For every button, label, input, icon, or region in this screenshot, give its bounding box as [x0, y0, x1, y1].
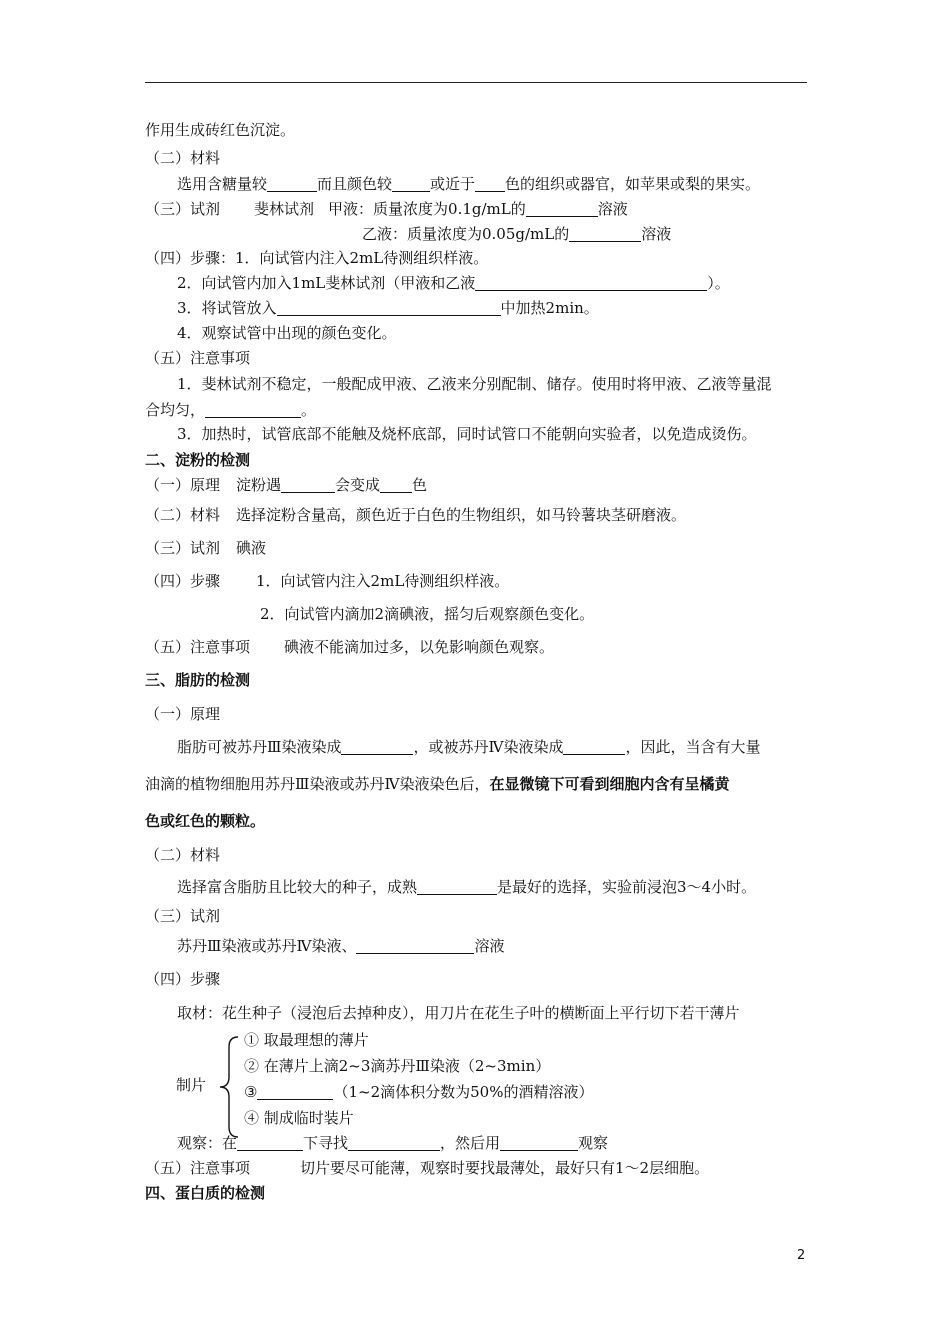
subheading-steps: （四）步骤	[145, 970, 221, 988]
text-line: 2．向试管内滴加2滴碘液，摇匀后观察颜色变化。	[260, 605, 595, 623]
subheading-reagents: （三）试剂	[145, 907, 221, 925]
step-item: ① 取最理想的薄片	[244, 1031, 369, 1049]
text-line: （五）注意事项 切片要尽可能薄，观察时要找最薄处，最好只有1～2层细胞。	[145, 1159, 710, 1177]
fill-blank[interactable]	[281, 477, 335, 493]
section-heading-fat: 三、脂肪的检测	[145, 671, 251, 689]
curly-brace	[212, 1035, 240, 1139]
page-number: 2	[797, 1248, 806, 1263]
fill-blank[interactable]	[417, 879, 497, 895]
subheading-principle: （一）原理	[145, 705, 221, 723]
subheading-materials: （二）材料	[145, 149, 221, 167]
text-line: （四）步骤 1．向试管内注入2mL待测组织样液。	[145, 572, 510, 590]
text-line: 选用含糖量较 而且颜色较 或近于 色的组织或器官，如苹果或梨的果实。	[177, 175, 761, 193]
text-line: 4．观察试管中出现的颜色变化。	[177, 324, 397, 342]
subheading-materials: （二）材料	[145, 846, 221, 864]
fill-blank[interactable]	[563, 739, 625, 755]
text-line: （二）材料 选择淀粉含量高，颜色近于白色的生物组织，如马铃薯块茎研磨液。	[145, 506, 687, 524]
fill-blank[interactable]	[475, 176, 505, 192]
fill-blank[interactable]	[569, 226, 641, 242]
step-item: ③ （1~2滴体积分数为50%的酒精溶液）	[244, 1083, 594, 1101]
text-line: 油滴的植物细胞用苏丹Ⅲ染液或苏丹Ⅳ染液染色后，在显微镜下可看到细胞内含有呈橘黄	[145, 775, 730, 793]
fill-blank[interactable]	[380, 477, 412, 493]
text-line: 作用生成砖红色沉淀。	[145, 121, 296, 139]
section-heading-starch: 二、淀粉的检测	[145, 451, 251, 469]
text-line: （四）步骤：1．向试管内注入2mL待测组织样液。	[145, 249, 489, 267]
fill-blank[interactable]	[205, 402, 301, 418]
text-line: 观察：在 下寻找 ，然后用 观察	[177, 1134, 609, 1152]
header-rule	[145, 82, 807, 83]
text-line: 脂肪可被苏丹Ⅲ染液染成 ，或被苏丹Ⅳ染液染成 ，因此，当含有大量	[177, 738, 761, 756]
fill-blank[interactable]	[257, 1084, 333, 1100]
text-line: 合均匀， 。	[145, 401, 317, 419]
fill-blank[interactable]	[392, 176, 430, 192]
fill-blank[interactable]	[356, 938, 474, 954]
text-line: 2．向试管内加入1mL斐林试剂（甲液和乙液 ）。	[177, 274, 730, 292]
text-line: （五）注意事项 碘液不能滴加过多，以免影响颜色观察。	[145, 638, 555, 656]
fill-blank[interactable]	[237, 1135, 303, 1151]
text-line: 选择富含脂肪且比较大的种子，成熟 是最好的选择，实验前浸泡3～4小时。	[177, 878, 757, 896]
text-line: （三）试剂 斐林试剂 甲液：质量浓度为0.1g/mL的 溶液	[145, 200, 628, 218]
slide-prep-label: 制片	[176, 1076, 207, 1094]
subheading-notes: （五）注意事项	[145, 349, 251, 367]
text-line: （一）原理 淀粉遇 会变成 色	[145, 476, 428, 494]
fill-blank[interactable]	[277, 300, 501, 316]
fill-blank[interactable]	[500, 1135, 578, 1151]
text-line: 3．加热时，试管底部不能触及烧杯底部，同时试管口不能朝向实验者，以免造成烫伤。	[177, 425, 757, 443]
fill-blank[interactable]	[475, 275, 707, 291]
step-item: ④ 制成临时装片	[244, 1109, 354, 1127]
text-line: 苏丹Ⅲ染液或苏丹Ⅳ染液、 溶液	[177, 937, 505, 955]
text-line: 3．将试管放入 中加热2min。	[177, 299, 599, 317]
text-line: （三）试剂 碘液	[145, 539, 267, 557]
text-line: 1．斐林试剂不稳定，一般配成甲液、乙液来分别配制、储存。使用时将甲液、乙液等量混	[177, 375, 772, 393]
text-line: 乙液：质量浓度为0.05g/mL的 溶液	[362, 225, 672, 243]
step-item: ② 在薄片上滴2~3滴苏丹Ⅲ染液（2~3min）	[244, 1057, 551, 1075]
fill-blank[interactable]	[526, 201, 598, 217]
section-heading-protein: 四、蛋白质的检测	[145, 1184, 266, 1202]
text-line: 取材：花生种子（浸泡后去掉种皮），用刀片在花生子叶的横断面上平行切下若干薄片	[177, 1004, 740, 1022]
fill-blank[interactable]	[341, 739, 413, 755]
fill-blank[interactable]	[267, 176, 317, 192]
fill-blank[interactable]	[348, 1135, 440, 1151]
text-line: 色或红色的颗粒。	[145, 812, 266, 830]
